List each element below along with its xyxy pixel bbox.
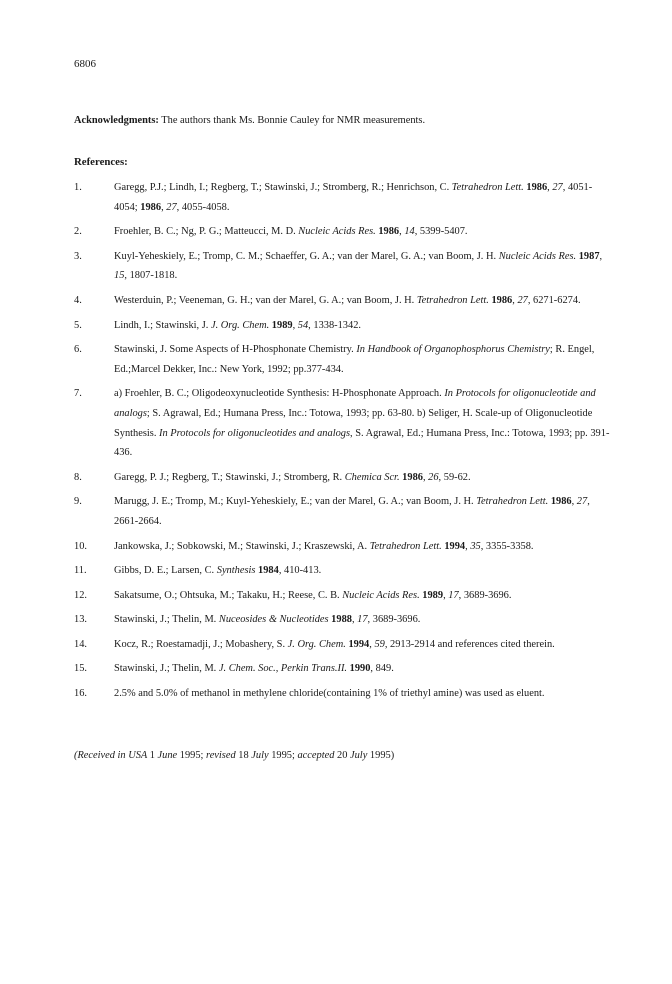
reference-segment: 27 <box>576 496 588 508</box>
reference-item <box>74 340 614 379</box>
revised-day: 18 <box>238 750 249 761</box>
reference-segment: 59 <box>374 638 385 650</box>
revised-year: 1995; <box>271 750 295 761</box>
accepted-label: accepted <box>297 750 335 761</box>
reference-segment: , 3689-3696. <box>367 614 421 626</box>
reference-item <box>74 537 614 557</box>
reference-segment: Stawinski, J. Some Aspects of H-Phosphonate Chemistry. <box>114 344 357 356</box>
reference-number: 16. <box>74 688 87 700</box>
reference-number: 9. <box>74 496 82 508</box>
reference-segment: , <box>369 638 375 650</box>
reference-text <box>114 226 468 237</box>
reference-segment: , 3355-3358. <box>480 540 534 552</box>
reference-segment: , <box>512 294 518 306</box>
reference-segment: Synthesis <box>216 565 256 577</box>
reference-segment: 27 <box>552 182 563 193</box>
reference-segment: Sakatsume, O.; Ohtsuka, M.; Takaku, H.; Reese, C. B. <box>114 589 343 601</box>
reference-segment: , <box>465 540 471 552</box>
reference-segment: Tetrahedron Lett. <box>416 294 489 306</box>
acknowledgments <box>74 115 425 126</box>
reference-segment: , S. Agrawal, Ed.; Humana Press, Inc.: Totowa, 1993; pp. 391-436. <box>114 427 610 459</box>
reference-segment: Nucleic Acids Res. <box>298 226 376 238</box>
reference-segment: 15 <box>114 270 125 282</box>
reference-text <box>114 472 471 483</box>
received-dates <box>74 750 394 761</box>
reference-number: 8. <box>74 471 82 483</box>
reference-segment: Tetrahedron Lett. <box>369 540 442 552</box>
reference-segment: 14 <box>404 226 415 238</box>
reference-segment: , 3689-3696. <box>458 589 512 601</box>
reference-number: 2. <box>74 226 82 238</box>
reference-number: 12. <box>74 589 87 601</box>
reference-item <box>74 586 614 606</box>
reference-segment: Froehler, B. C.; Ng, P. G.; Matteucci, M. D. <box>114 226 299 238</box>
reference-segment: Marugg, J. E.; Tromp, M.; Kuyl-Yeheskiely, E.; van der Marel, G. A.; van Boom, J. H. <box>114 496 477 508</box>
reference-segment: , 59-62. <box>438 471 471 483</box>
reference-text <box>114 565 321 576</box>
reference-segment: , <box>422 471 429 483</box>
reference-item <box>74 222 614 242</box>
reference-number: 4. <box>74 294 82 306</box>
reference-segment: 26 <box>428 471 439 483</box>
reference-item <box>74 291 614 311</box>
reference-text <box>114 320 361 331</box>
reference-segment: In Protocols for oligonucleotides and analogs <box>159 427 351 439</box>
reference-item <box>74 178 614 217</box>
reference-number: 11. <box>74 565 87 577</box>
reference-item <box>74 610 614 630</box>
reference-text <box>114 639 555 650</box>
reference-segment: 27 <box>517 294 528 306</box>
reference-segment: Kocz, R.; Roestamadji, J.; Mobashery, S. <box>114 638 288 650</box>
reference-text <box>114 388 609 458</box>
reference-segment: Garegg, P. J.; Regberg, T.; Stawinski, J.; Stromberg, R. <box>114 471 345 483</box>
reference-segment: J. Org. Chem. <box>287 638 346 650</box>
reference-segment: In Protocols for oligonucleotide and analogs <box>114 388 596 419</box>
reference-item <box>74 492 614 531</box>
reference-text <box>114 663 394 674</box>
reference-segment: , <box>351 614 358 626</box>
reference-segment: 1988 <box>331 614 352 626</box>
reference-number: 5. <box>74 319 82 331</box>
reference-segment: Garegg, P.J.; Lindh, I.; Regberg, T.; Stawinski, J.; Stromberg, R.; Henrichson, C. <box>114 182 452 193</box>
reference-segment: 27 <box>166 201 177 213</box>
reference-segment: a) Froehler, B. C.; Oligodeoxynucleotide Synthesis: H-Phosphonate Approach. <box>114 388 445 400</box>
reference-item <box>74 684 614 704</box>
reference-item <box>74 247 614 286</box>
reference-segment: , <box>571 496 577 508</box>
reference-number: 13. <box>74 614 87 626</box>
reference-segment: , 4051-4054; <box>114 182 593 213</box>
reference-segment: , <box>292 319 298 331</box>
reference-segment: , 1807-1818. <box>124 270 178 282</box>
reference-item <box>74 561 614 581</box>
received-year: 1995; <box>179 750 204 761</box>
page-number: 6806 <box>74 58 96 70</box>
accepted-year: 1995) <box>369 750 395 761</box>
reference-number: 15. <box>74 663 87 675</box>
reference-segment: , <box>599 250 603 262</box>
reference-number: 14. <box>74 638 87 650</box>
reference-number: 3. <box>74 250 82 262</box>
received-label: (Received in USA <box>74 750 148 761</box>
reference-text <box>114 251 602 282</box>
reference-text <box>114 688 545 699</box>
reference-segment: , 6271-6274. <box>527 294 581 306</box>
reference-number: 7. <box>74 388 82 400</box>
reference-segment: 1986 <box>402 471 423 483</box>
reference-segment: 1987 <box>578 250 600 262</box>
reference-segment: Stawinski, J.; Thelin, M. <box>114 614 219 626</box>
reference-segment: 2.5% and 5.0% of methanol in methylene chloride(containing 1% of triethyl amine) was used as eluent. <box>114 688 545 700</box>
received-month: June <box>157 750 178 761</box>
revised-month: July <box>251 750 269 761</box>
reference-text <box>114 541 534 552</box>
acknowledgments-label: Acknowledgments: <box>74 115 159 126</box>
reference-segment: Tetrahedron Lett. <box>476 496 549 508</box>
reference-number: 6. <box>74 344 82 356</box>
reference-segment: , 1338-1342. <box>308 319 361 331</box>
reference-segment: Nucleic Acids Res. <box>342 589 420 601</box>
reference-segment: , 4055-4058. <box>176 201 230 213</box>
reference-segment: 1990 <box>349 663 371 675</box>
reference-segment: J. Org. Chem. <box>210 319 270 331</box>
reference-item <box>74 384 614 462</box>
reference-segment: , 2913-2914 and references cited therein. <box>384 638 555 650</box>
reference-segment: Gibbs, D. E.; Larsen, C. <box>114 565 217 577</box>
reference-segment: 1994 <box>444 540 466 552</box>
accepted-month: July <box>350 750 368 761</box>
reference-segment: , 2661-2664. <box>114 496 590 527</box>
reference-segment: , <box>161 201 167 213</box>
reference-segment: 1986 <box>491 294 513 306</box>
reference-segment: 1986 <box>378 226 400 238</box>
reference-segment: 54 <box>297 319 309 331</box>
accepted-day: 20 <box>337 750 348 761</box>
reference-segment: In Handbook of Organophosphorus Chemistry <box>356 344 550 356</box>
received-day: 1 <box>149 750 155 761</box>
reference-text <box>114 295 581 306</box>
reference-segment: 1986 <box>526 182 548 193</box>
reference-segment: ; S. Agrawal, Ed.; Humana Press, Inc.: Totowa, 1993; pp. 63-80. b) Seliger, H. Scale-up of Oligonucleotide Synthesis. <box>114 407 593 439</box>
reference-segment: 1994 <box>348 638 370 650</box>
reference-segment: Tetrahedron Lett. <box>451 182 524 193</box>
reference-segment: 35 <box>470 540 481 552</box>
reference-item <box>74 316 614 336</box>
reference-segment: J. Chem. Soc., Perkin Trans.II. <box>218 663 348 675</box>
reference-segment: , 410-413. <box>278 565 322 577</box>
reference-segment: 1984 <box>258 565 279 577</box>
reference-segment: Kuyl-Yeheskiely, E.; Tromp, C. M.; Schaeffer, G. A.; van der Marel, G. A.; van Boom, J. H. <box>114 250 499 262</box>
reference-segment: , <box>443 589 449 601</box>
reference-item <box>74 468 614 488</box>
reference-text <box>114 590 511 601</box>
reference-segment: ; R. Engel, Ed.;Marcel Dekker, Inc.: New York, 1992; pp.377-434. <box>114 344 595 375</box>
reference-text <box>114 496 590 527</box>
reference-text <box>114 182 592 213</box>
reference-list <box>74 178 614 709</box>
reference-segment: 1986 <box>140 201 162 213</box>
reference-segment: 1989 <box>271 319 293 331</box>
acknowledgments-text: The authors thank Ms. Bonnie Cauley for NMR measurements. <box>161 115 426 126</box>
reference-segment: 1989 <box>422 589 444 601</box>
reference-text <box>114 344 594 375</box>
reference-number: 10. <box>74 540 87 552</box>
reference-item <box>74 635 614 655</box>
reference-segment: Chemica Scr. <box>344 471 400 483</box>
reference-segment: Nucleic Acids Res. <box>498 250 577 262</box>
reference-segment: , 5399-5407. <box>414 226 468 238</box>
reference-segment: 1986 <box>550 496 572 508</box>
reference-segment: Nuceosides & Nucleotides <box>218 614 329 626</box>
reference-segment: 17 <box>448 589 459 601</box>
reference-segment: , 849. <box>370 663 394 675</box>
reference-number: 1. <box>74 182 82 193</box>
revised-label: revised <box>206 750 236 761</box>
reference-segment: , <box>547 182 553 193</box>
references-heading: References: <box>74 156 128 168</box>
reference-segment: Stawinski, J.; Thelin, M. <box>114 663 219 675</box>
reference-segment: 17 <box>357 614 368 626</box>
reference-segment: Jankowska, J.; Sobkowski, M.; Stawinski, J.; Kraszewski, A. <box>114 540 370 552</box>
reference-item <box>74 659 614 679</box>
reference-segment: Westerduin, P.; Veeneman, G. H.; van der Marel, G. A.; van Boom, J. H. <box>114 294 417 306</box>
reference-text <box>114 614 420 625</box>
reference-segment: Lindh, I.; Stawinski, J. <box>114 319 211 331</box>
reference-segment: , <box>399 226 405 238</box>
